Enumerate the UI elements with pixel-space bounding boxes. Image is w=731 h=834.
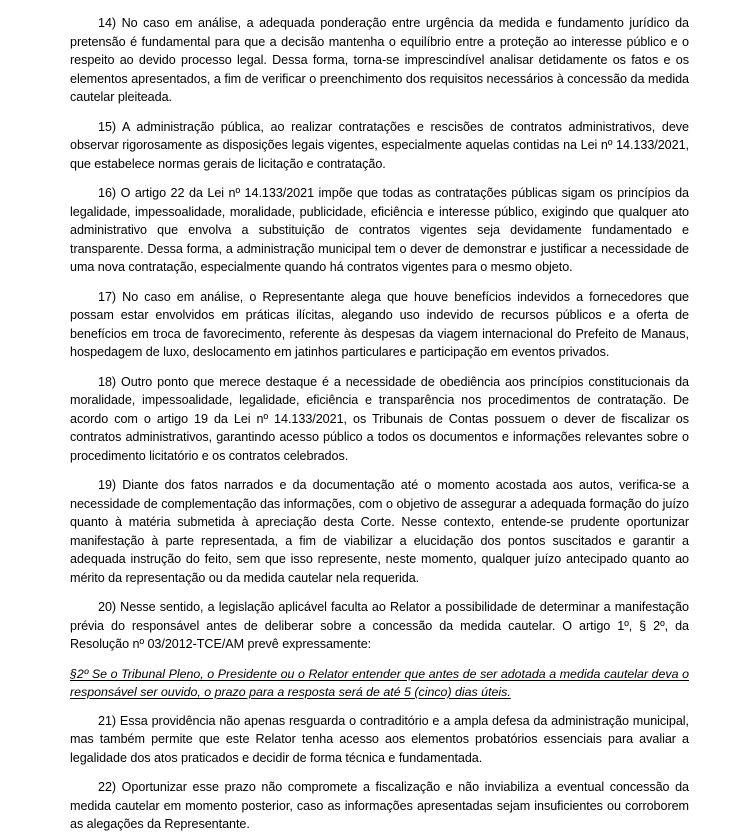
paragraph-21: 21) Essa providência não apenas resguarda o contraditório e a ampla defesa da administração municipal, mas também permite que este Relator tenha acesso aos elementos probatórios essenciais para avaliar a legalidade dos atos praticados e decidir de forma técnica e fundamentada. [70,713,689,765]
paragraph-17: 17) No caso em análise, o Representante alega que houve benefícios indevidos a fornecedores que possam estar envolvidos em práticas ilícitas, alegando uso indevido de recursos públicos e a oferta de benefícios em troca de favorecimento, referente às despesas da viagem internacional do Prefeito de Manaus, hospedagem de luxo, deslocamento em jatinhos particulares e participação em eventos privados. [70,289,689,359]
paragraph-16: 16) O artigo 22 da Lei nº 14.133/2021 impõe que todas as contratações públicas sigam os princípios da legalidade, impessoalidade, moralidade, publicidade, eficiência e interesse público, exigindo que qualquer ato administrativo que envolva a substituição de contratos vigentes seja devidamente fundamentado e transparente. Dessa forma, a administração municipal tem o dever de demonstrar e justificar a necessidade de uma nova contratação, especialmente quando há contratos vigentes para o mesmo objeto. [70,186,689,274]
paragraph-22: 22) Oportunizar esse prazo não compromete a fiscalização e não inviabiliza a eventual concessão da medida cautelar em momento posterior, caso as informações apresentadas sejam insuficientes ou corroborem as alegações da Representante. [70,780,689,832]
quoted-resolution-text: §2º Se o Tribunal Pleno, o Presidente ou o Relator entender que antes de ser adotada a medida cautelar deva o responsável ser ouvido, o prazo para a resposta será de até 5 (cinco) dias úteis. [70,666,689,699]
paragraph-18: 18) Outro ponto que merece destaque é a necessidade de obediência aos princípios constitucionais da moralidade, impessoalidade, legalidade, eficiência e transparência nos procedimentos de contratação. De acordo com o artigo 19 da Lei nº 14.133/2021, os Tribunais de Contas possuem o dever de fiscalizar os contratos administrativos, garantindo acesso público a todos os documentos e informações relevantes sobre o procedimento licitatório e os contratos celebrados. [70,374,689,463]
paragraph-14: 14) No caso em análise, a adequada ponderação entre urgência da medida e fundamento jurídico da pretensão é fundamental para que a decisão mantenha o equilíbrio entre a proteção ao interesse público e o respeito ao devido processo legal. Dessa forma, torna-se imprescindível analisar detidamente os fatos e os elementos apresentados, a fim de verificar o preenchimento dos requisitos necessários à concessão da medida cautelar pleiteada. [70,16,689,104]
paragraph-15: 15) A administração pública, ao realizar contratações e rescisões de contratos administrativos, deve observar rigorosamente as disposições legais vigentes, especialmente aquelas contidas na Lei nº 14.133/2021, que estabelece normas gerais de licitação e contratação. [70,119,689,171]
paragraph-20: 20) Nesse sentido, a legislação aplicável faculta ao Relator a possibilidade de determinar a manifestação prévia do responsável antes de deliberar sobre a concessão da medida cautelar. O artigo 1º, § 2º, da Resolução nº 03/2012-TCE/AM prevê expressamente: [70,600,689,651]
paragraph-19: 19) Diante dos fatos narrados e da documentação até o momento acostada aos autos, verifica-se a necessidade de complementação das informações, com o objetivo de assegurar a adequada formação do juízo quanto à matéria submetida à apreciação desta Corte. Nesse contexto, entende-se prudente oportunizar manifestação à parte representada, a fim de viabilizar a elucidação dos pontos suscitados e garantir a adequada instrução do feito, sem que isso represente, neste momento, qualquer juízo antecipado quanto ao mérito da representação ou da medida cautelar nela requerida. [70,478,689,585]
